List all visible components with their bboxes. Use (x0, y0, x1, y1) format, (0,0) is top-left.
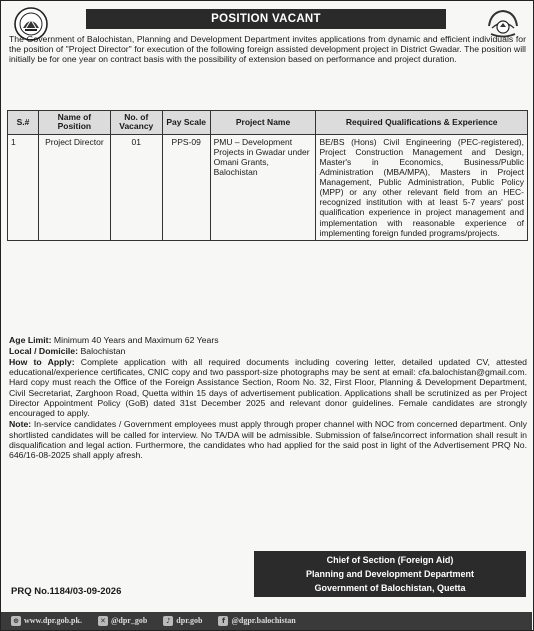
header-vacancy: No. of Vacancy (110, 111, 162, 135)
header-project-name: Project Name (210, 111, 316, 135)
vacancy-table (7, 110, 528, 241)
cell-position: Project Director (38, 134, 110, 240)
cell-pay-scale: PPS-09 (162, 134, 210, 240)
position-vacant-banner: POSITION VACANT (86, 9, 446, 29)
tiktok-icon: ♪ (163, 616, 173, 626)
prq-number: PRQ No.1184/03-09-2026 (11, 586, 122, 597)
signature-title: Chief of Section (Foreign Aid) (326, 555, 454, 565)
domicile-label: Local / Domicile: (9, 345, 79, 356)
age-limit-label: Age Limit: (9, 335, 52, 345)
footer-tiktok-text: dpr.gob (176, 616, 203, 626)
footer-bar (1, 612, 532, 630)
age-limit (9, 335, 527, 345)
age-limit-text: Minimum 40 Years and Maximum 62 Years (53, 335, 219, 345)
note-label: Note: (9, 419, 32, 430)
how-to-apply-text: Complete application with all required documents including covering letter, detailed updated CV, attested educational/experience certificates, CNIC copy and two passport-size photographs may be sent at email: cfa.balochistan@gmail.com. Hard copy must reach the Office of the Foreign Assistance Section, Room No. 32, First Floor, Planning & Development Department, Civil Secretariat, Zarghoon Road, Quetta within 15 days of advertisement publication. Applications shall be scrutinized as per Project Director Appointment Policy (GoB) dated 31st December 2025 and relevant donor guidelines. Female candidates are strongly encouraged to apply. (9, 356, 527, 419)
header-position: Name of Position (38, 111, 110, 135)
header-sno: S.# (8, 111, 39, 135)
domicile-text: Balochistan (80, 345, 126, 356)
cell-project-name: PMU – Development Projects in Gwadar under Omani Grants, Balochistan (210, 134, 316, 240)
footer-facebook[interactable] (218, 616, 295, 626)
table-header-row (8, 111, 528, 135)
footer-twitter-text: @dpr_gob (110, 616, 148, 626)
note (9, 419, 527, 460)
header-pay-scale: Pay Scale (162, 111, 210, 135)
footer-tiktok[interactable] (163, 616, 202, 626)
cell-sno: 1 (8, 134, 39, 240)
cell-qualification: BE/BS (Hons) Civil Engineering (PEC-registered), Project Construction Management and Design, Master's in Economics, Business/Public Administration (MBA/MPA), Masters in Project Management, Public Administration, Public Policy (MPP) or any other relevant field from an HEC-recognized institution with at least 5-7 years' post qualification experience in project management and implementation with reasonable experience of implementing foreign funded programs/projects. (316, 134, 528, 240)
note-text: In-service candidates / Government employees must apply through proper channel with NOC from concerned department. Only shortlisted candidates will be called for interview. No TA/DA will be admissible. Submission of false/incorrect information shall result in disqualification and legal action. Furthermore, the candidates who had applied for the said post in light of the Advertisement PRQ No. 646/16-08-2025 shall apply afresh. (9, 419, 527, 461)
table-row (8, 134, 528, 240)
how-to-apply (9, 357, 527, 419)
header-qualification: Required Qualifications & Experience (316, 111, 528, 135)
twitter-icon: ✕ (98, 616, 108, 626)
footer-facebook-text: @dgpr.balochistan (231, 616, 296, 626)
globe-icon: ⊕ (11, 616, 21, 626)
domicile (9, 346, 527, 356)
signature-department: Planning and Development Department (305, 569, 475, 579)
signature-block (254, 551, 526, 597)
signature-government: Government of Balochistan, Quetta (314, 583, 466, 593)
details-section (9, 335, 527, 461)
cell-vacancy: 01 (110, 134, 162, 240)
facebook-icon: f (218, 616, 228, 626)
footer-website-text: www.dpr.gob.pk. (24, 616, 82, 626)
intro-paragraph: The Government of Balochistan, Planning and Development Department invites applications from dynamic and efficient individuals for the position of "Project Director" for execution of the following foreign assisted development project in District Gwadar. The position will initially be for one year on contract basis with the possibility of extension based on performance and project duration. (9, 34, 526, 65)
how-to-apply-label: How to Apply: (9, 356, 75, 367)
footer-twitter[interactable] (98, 616, 147, 626)
footer-website[interactable] (11, 616, 82, 626)
